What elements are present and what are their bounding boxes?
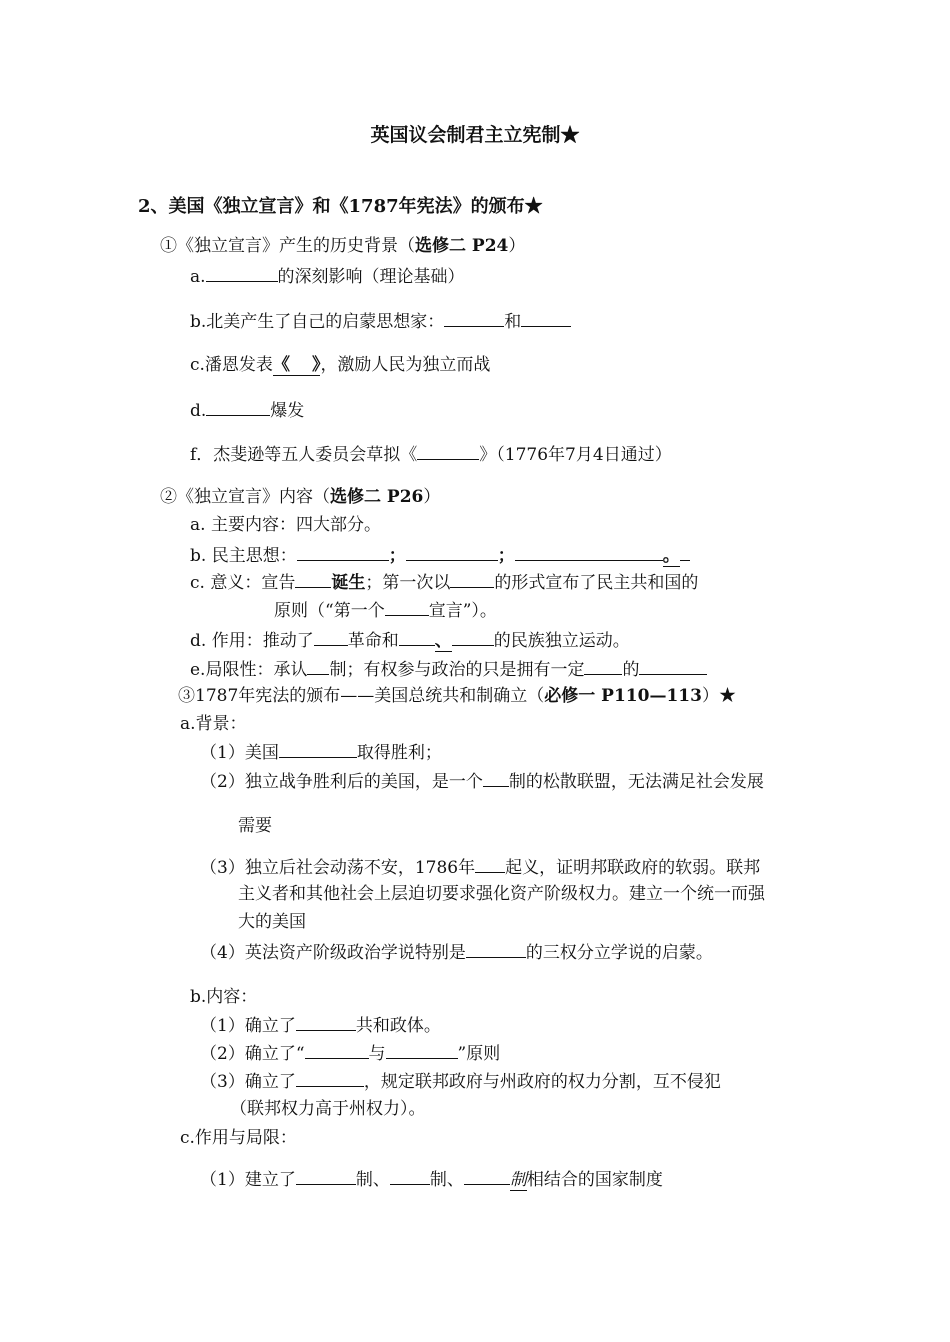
s3-c1-m2: 制、 — [429, 1170, 464, 1190]
s2-c1-mid: ；第一次以 — [365, 573, 451, 593]
s3-b3 — [200, 1069, 721, 1093]
blank — [475, 855, 505, 873]
s1-f-post: 》（1776年7月4日通过） — [479, 445, 672, 465]
s3-a2-cont: 需要 — [238, 816, 272, 836]
blank — [206, 264, 278, 282]
s3-a4-post: 的三权分立学说的启蒙。 — [525, 943, 713, 963]
blank — [305, 1041, 369, 1059]
s3-a1 — [200, 740, 442, 764]
blank — [390, 1167, 430, 1185]
s1-d-text: 爆发 — [270, 401, 305, 421]
s3-c1 — [200, 1167, 663, 1191]
s3-c1-m1: 制、 — [355, 1170, 390, 1190]
s3-a1-text: （1）美国 — [200, 743, 279, 763]
blank — [385, 598, 429, 616]
s3-b2-mid: 与 — [368, 1044, 386, 1064]
s2-item-b — [190, 543, 690, 567]
s1-item-d — [190, 398, 304, 422]
blank — [295, 570, 331, 588]
blank — [515, 543, 663, 561]
s1-b-text: b.北美产生了自己的启蒙思想家： — [190, 312, 445, 332]
s3-b2-text: （2）确立了“ — [200, 1044, 305, 1064]
s3-b3-post: ，规定联邦政府与州政府的权力分割，互不侵犯 — [363, 1072, 721, 1092]
s3-heading-text: ③1787年宪法的颁布——美国总统共和制确立（ — [178, 686, 545, 706]
s3-a1-post: 取得胜利； — [356, 743, 442, 763]
blank — [521, 309, 571, 327]
s2-item-c2 — [274, 598, 497, 622]
s1-c-book-blank — [273, 355, 321, 376]
s3-heading-close: ）★ — [701, 686, 736, 706]
blank — [314, 628, 348, 646]
blank — [296, 1167, 356, 1185]
s3-a-heading: a.背景： — [180, 714, 247, 734]
s3-b3-text: （3）确立了 — [200, 1072, 296, 1092]
s2-c2-text: 原则（“第一个 — [274, 601, 385, 621]
period: 。 — [662, 546, 680, 566]
s3-a2-text: （2）独立战争胜利后的美国，是一个 — [200, 772, 483, 792]
s1-item-f — [190, 442, 672, 466]
s3-heading — [178, 685, 736, 707]
s2-heading-close: ） — [423, 487, 441, 507]
s2-e-text: e.局限性：承认 — [190, 660, 308, 680]
s1-heading-text: ①《独立宣言》产生的历史背景（ — [160, 236, 415, 256]
s1-c-post: ，激励人民为独立而战 — [320, 355, 491, 375]
blank — [444, 309, 504, 327]
s2-c1-post: 的形式宣布了民主共和国的 — [494, 573, 699, 593]
s1-ref: 选修二 P24 — [415, 236, 509, 256]
sep: ； — [388, 546, 406, 566]
s1-item-c — [190, 354, 490, 376]
s1-d-prefix: d. — [190, 401, 207, 421]
s3-b1-text: （1）确立了 — [200, 1016, 296, 1036]
s3-a4 — [200, 940, 713, 964]
blank — [483, 769, 509, 787]
blank — [464, 1167, 510, 1185]
s2-item-d — [190, 628, 630, 652]
s1-c-text: c.潘恩发表 — [190, 355, 273, 375]
blank — [296, 1069, 364, 1087]
blank — [399, 628, 435, 646]
s3-ref: 必修一 P110—113 — [544, 686, 702, 706]
s2-ref: 选修二 P26 — [330, 487, 424, 507]
s2-heading-text: ②《独立宣言》内容（ — [160, 487, 330, 507]
book-open: 《 — [272, 355, 290, 375]
s3-a3-line2: 主义者和其他社会上层迫切要求强化资产阶级权力。建立一个统一而强 — [238, 884, 765, 904]
s3-a2-post: 制的松散联盟，无法满足社会发展 — [508, 772, 764, 792]
book-close: 》 — [311, 355, 321, 375]
blank — [417, 442, 479, 460]
blank — [584, 657, 622, 675]
s1-heading — [160, 235, 525, 257]
sep: 、 — [434, 631, 452, 651]
s2-c1-bold: 诞生 — [331, 573, 366, 593]
s3-b3-line2: （联邦权力高于州权力）。 — [230, 1099, 426, 1119]
s3-b2 — [200, 1041, 500, 1065]
s2-e-mid: 制；有权参与政治的只是拥有一定 — [329, 660, 585, 680]
blank — [639, 657, 707, 675]
blank — [450, 570, 494, 588]
blank — [307, 657, 329, 675]
s3-a2 — [200, 769, 764, 793]
sep: ； — [497, 546, 515, 566]
s2-e-mid2: 的 — [622, 660, 640, 680]
s1-item-b — [190, 309, 571, 333]
s2-d-text: d. 作用：推动了 — [190, 631, 314, 651]
s1-a-prefix: a. — [190, 267, 206, 287]
blank — [680, 543, 690, 561]
s2-b-text: b. 民主思想： — [190, 546, 297, 566]
s2-heading — [160, 486, 440, 508]
blank — [386, 1041, 458, 1059]
s3-a3 — [200, 855, 760, 879]
s3-b1 — [200, 1013, 441, 1037]
s2-item-c1 — [190, 570, 698, 594]
s3-a3-post: 起义，证明邦联政府的软弱。联邦 — [505, 858, 761, 878]
blank — [206, 398, 270, 416]
s1-b-and: 和 — [504, 312, 522, 332]
blank — [279, 740, 357, 758]
s2-d-mid: 革命和 — [347, 631, 399, 651]
s2-item-a: a. 主要内容：四大部分。 — [190, 515, 381, 535]
blank — [466, 940, 526, 958]
s1-f-text: f．杰斐逊等五人委员会草拟《 — [190, 445, 418, 465]
blank — [406, 543, 498, 561]
page-title: 英国议会制君主立宪制★ — [370, 124, 580, 146]
s3-b2-post: ”原则 — [457, 1044, 501, 1064]
s3-c1-m3: 制 — [509, 1170, 527, 1190]
s3-b-heading: b.内容： — [190, 987, 258, 1007]
blank — [452, 628, 494, 646]
s3-a3-line3: 大的美国 — [238, 912, 306, 932]
s3-a4-text: （4）英法资产阶级政治学说特别是 — [200, 943, 466, 963]
s3-c1-text: （1）建立了 — [200, 1170, 296, 1190]
s1-a-text: 的深刻影响（理论基础） — [277, 267, 465, 287]
blank — [297, 543, 389, 561]
s2-c1-text: c. 意义：宣告 — [190, 573, 296, 593]
s1-heading-close: ） — [508, 236, 526, 256]
s3-c-heading: c.作用与局限： — [180, 1128, 297, 1148]
s3-a3-text: （3）独立后社会动荡不安，1786年 — [200, 858, 476, 878]
s2-c2-post: 宣言”）。 — [428, 601, 497, 621]
s2-d-post: 的民族独立运动。 — [493, 631, 630, 651]
s1-item-a — [190, 264, 465, 288]
blank — [296, 1013, 356, 1031]
s3-b1-post: 共和政体。 — [355, 1016, 441, 1036]
section-heading: 2、美国《独立宣言》和《1787年宪法》的颁布★ — [138, 196, 543, 217]
s2-item-e — [190, 657, 707, 681]
s3-c1-post: 相结合的国家制度 — [526, 1170, 663, 1190]
